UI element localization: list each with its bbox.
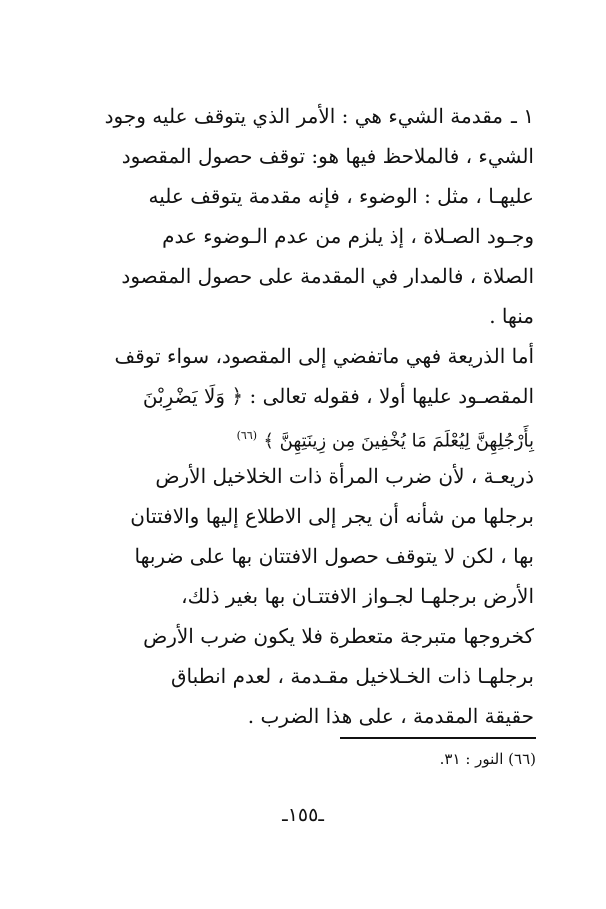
- paragraph-dharia: [96, 336, 534, 736]
- line-text: مقدمة الشيء هي : الأمر الذي يتوقف عليه وجود: [104, 104, 504, 128]
- text-line: [96, 96, 534, 136]
- text-line: الصلاة ، فالمدار في المقدمة على حصول المقصود: [121, 264, 534, 288]
- item-number: ١ ـ: [511, 104, 534, 128]
- text-line: أما الذريعة فهي ماتفضي إلى المقصود، سواء توقف: [114, 344, 534, 368]
- footnote-reference: (٦٦): [236, 429, 258, 442]
- quran-verse: بِأَرْجُلِهِنَّ لِيُعْلَمَ مَا يُخْفِينَ مِن زِينَتِهِنَّ ﴾: [263, 430, 534, 452]
- text-line: الشيء ، فالملاحظ فيها هو: توقف حصول المقصود: [121, 144, 534, 168]
- text-line: منها .: [489, 304, 534, 328]
- text-line: بها ، لكن لا يتوقف حصول الافتتان بها على ضربها: [134, 544, 534, 568]
- footnote: (٦٦) النور : ٣١.: [439, 750, 536, 768]
- text-line: برجلهـا ذات الخـلاخيل مقـدمة ، لعدم انطباق: [171, 664, 534, 688]
- text-line: المقصـود عليها أولا ، فقوله تعالى : ﴿ وَلَا يَضْرِبْنَ: [142, 384, 534, 408]
- page-number: ـ١٥٥ـ: [282, 804, 324, 826]
- text-line: وجـود الصـلاة ، إذ يلزم من عدم الـوضوء عدم: [162, 224, 534, 248]
- quran-verse-line: [96, 416, 534, 456]
- text-line: ذريعـة ، لأن ضرب المرأة ذات الخلاخيل الأرض: [155, 464, 534, 488]
- text-line: كخروجها متبرجة متعطرة فلا يكون ضرب الأرض: [143, 624, 534, 648]
- footnote-separator: [340, 737, 536, 739]
- text-line: حقيقة المقدمة ، على هذا الضرب .: [247, 704, 534, 728]
- text-line: برجلها من شأنه أن يجر إلى الاطلاع إليها والافتتان: [130, 504, 534, 528]
- text-line: عليهـا ، مثل : الوضوء ، فإنه مقدمة يتوقف عليه: [148, 184, 534, 208]
- paragraph-mugaddima: [96, 96, 534, 336]
- text-line: الأرض برجلهـا لجـواز الافتتـان بها بغير ذلك،: [181, 584, 534, 608]
